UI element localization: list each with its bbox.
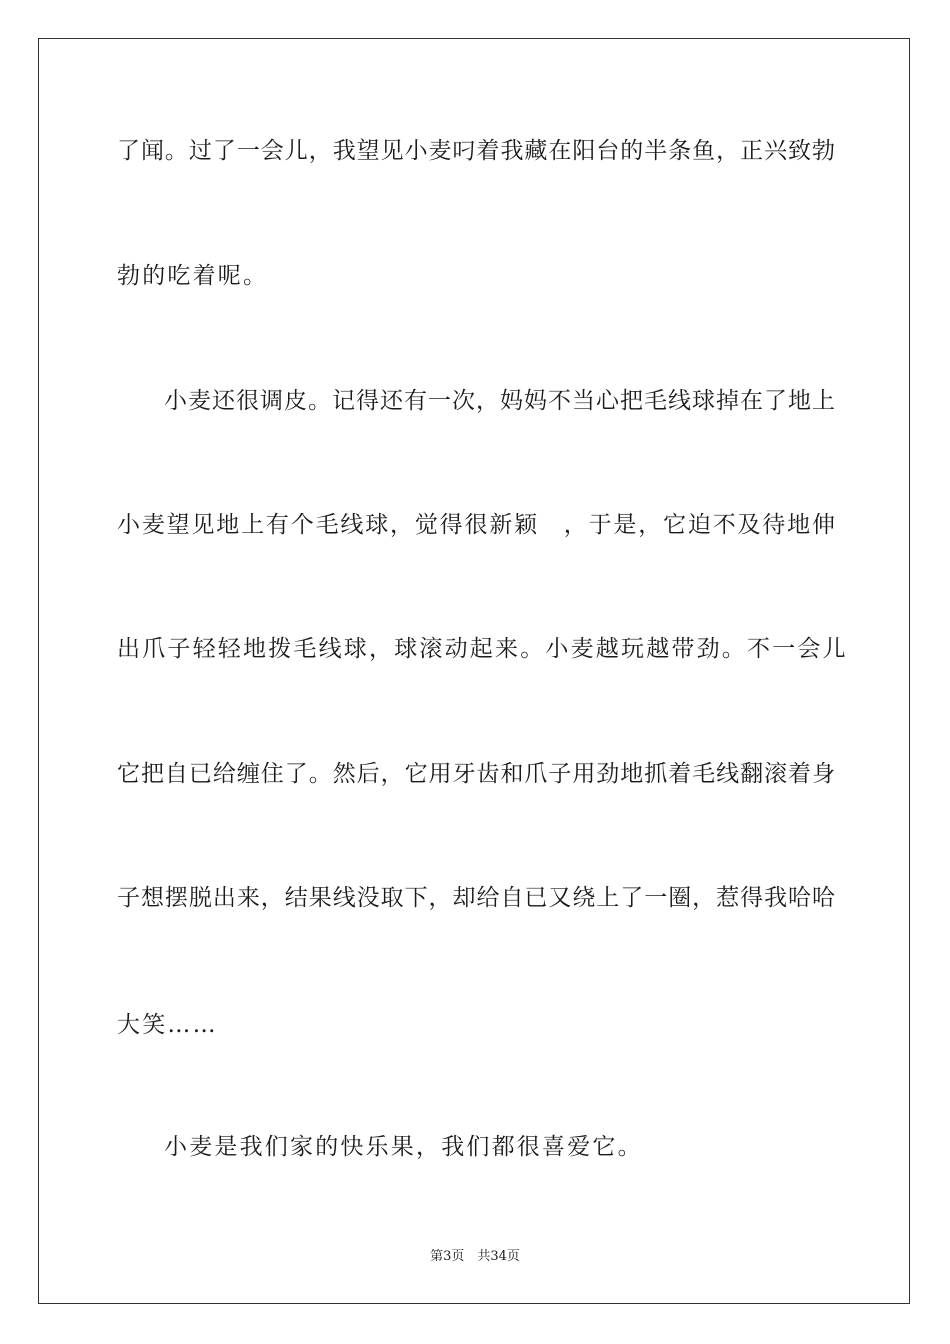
paragraph-line: 大笑……: [117, 1012, 218, 1038]
paragraph-line: 小麦望见地上有个毛线球，觉得很新颖 ，于是，它迫不及待地伸: [117, 512, 835, 538]
page-number-footer: 第3页 共34页: [430, 1249, 520, 1264]
paragraph-line: 小麦是我们家的快乐果，我们都很喜爱它。: [164, 1134, 643, 1160]
paragraph-line: 勃的吃着呢。: [117, 263, 269, 289]
paragraph-line: 它把自已给缠住了。然后，它用牙齿和爪子用劲地抓着毛线翻滚着身: [117, 761, 835, 787]
paragraph-line: 出爪子轻轻地拨毛线球，球滚动起来。小麦越玩越带劲。不一会儿: [117, 636, 848, 662]
page-border: [38, 38, 910, 1304]
paragraph-line: 了闻。过了一会儿，我望见小麦叼着我藏在阳台的半条鱼，正兴致勃: [117, 138, 835, 164]
paragraph-line: 子想摆脱出来，结果线没取下，却给自已又绕上了一圈，惹得我哈哈: [117, 885, 835, 911]
paragraph-line: 小麦还很调皮。记得还有一次，妈妈不当心把毛线球掉在了地上: [164, 388, 835, 414]
